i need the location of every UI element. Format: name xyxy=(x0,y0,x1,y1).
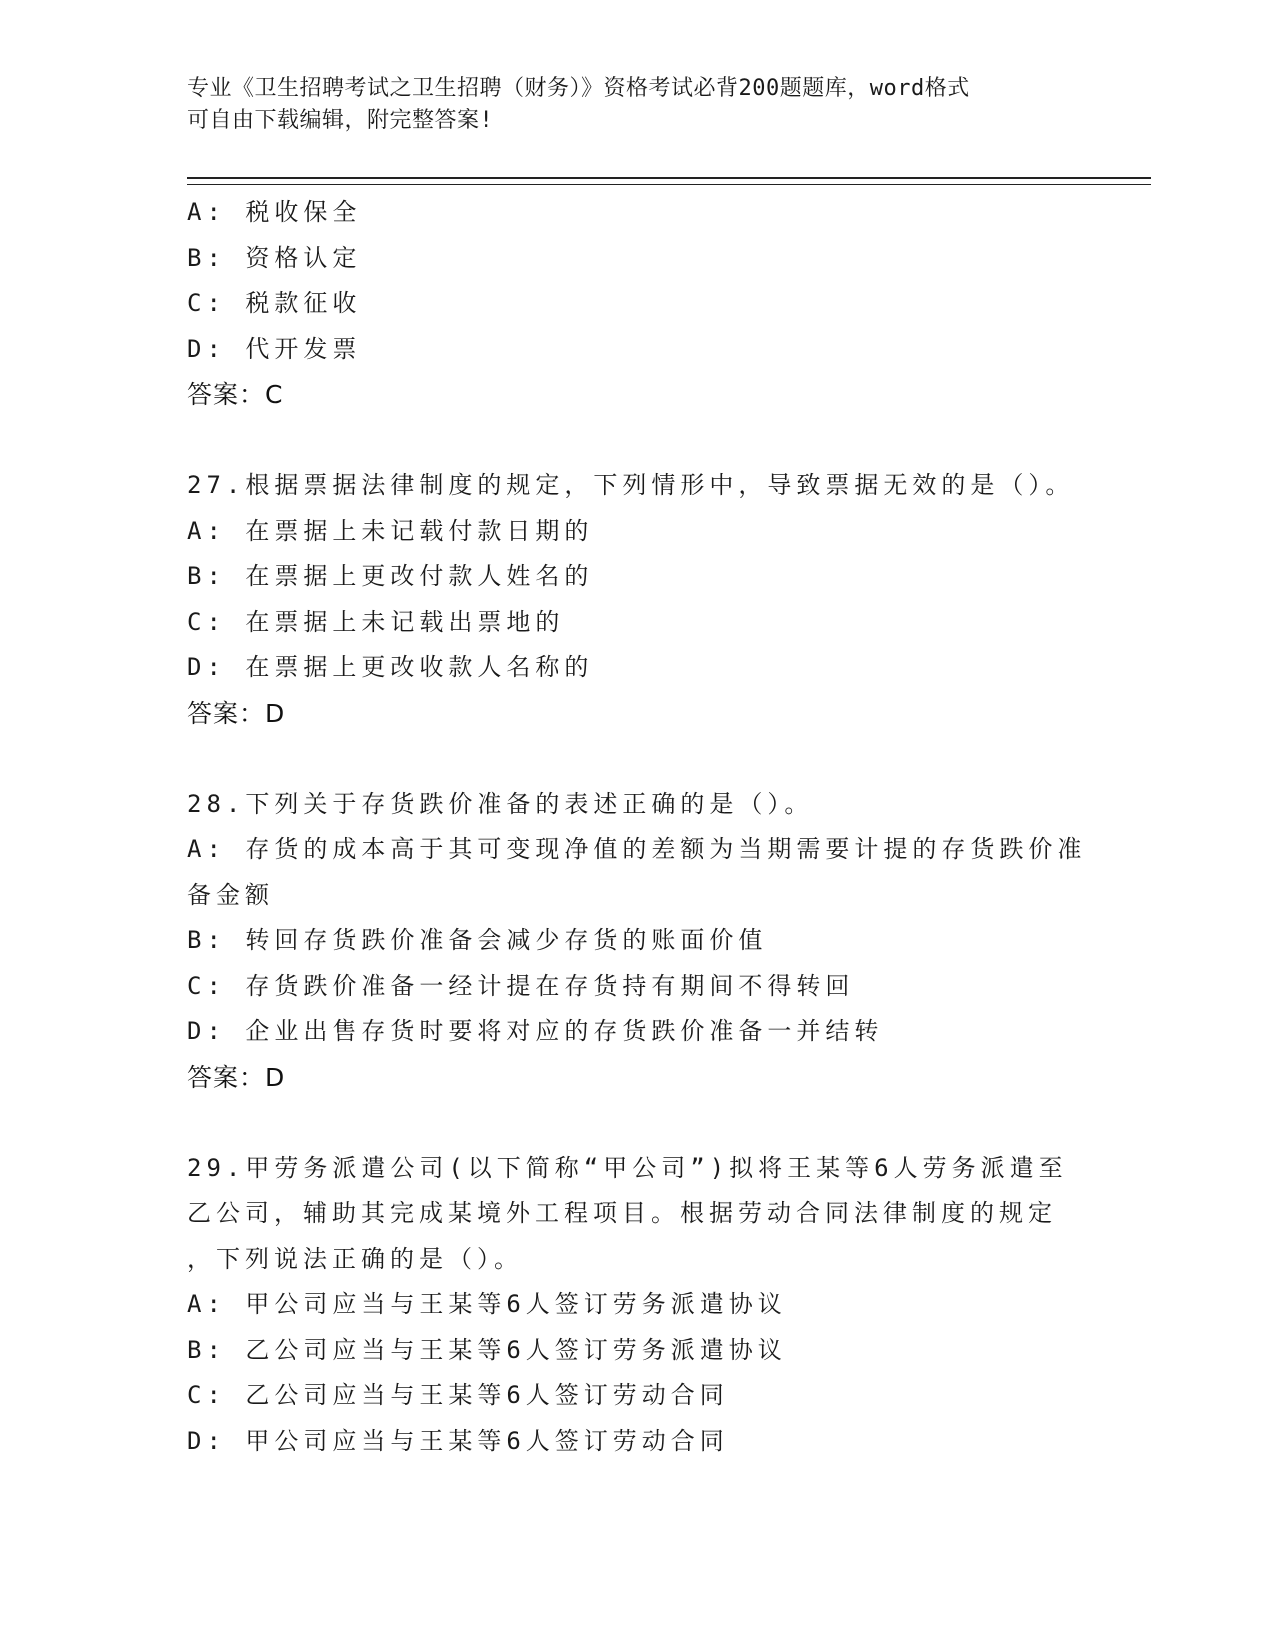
question-28 xyxy=(187,782,1087,1101)
spacer xyxy=(187,418,1087,464)
question-27 xyxy=(187,463,1087,736)
answer-text: 答案：D xyxy=(187,698,286,728)
option-a-continued: 备金额 xyxy=(187,880,274,909)
option-a: A: 税收保全 xyxy=(187,198,362,226)
header-line-1: 专业《卫生招聘考试之卫生招聘（财务）》资格考试必背200题题库，word格式 xyxy=(187,76,970,101)
question-stem: 29.甲劳务派遣公司(以下简称“甲公司”)拟将王某等6人劳务派遣至 xyxy=(187,1153,1068,1182)
option-a: A: 存货的成本高于其可变现净值的差额为当期需要计提的存货跌价准 xyxy=(187,835,1087,863)
question-26-continued xyxy=(187,190,1087,418)
document-header xyxy=(187,73,1067,137)
option-c: C: 税款征收 xyxy=(187,289,362,317)
option-b: B: 资格认定 xyxy=(187,243,362,272)
option-a: A: 甲公司应当与王某等6人签订劳务派遣协议 xyxy=(187,1290,787,1318)
option-b: B: 在票据上更改付款人姓名的 xyxy=(187,562,594,590)
option-b: B: 乙公司应当与王某等6人签订劳务派遣协议 xyxy=(187,1335,787,1364)
option-c: C: 乙公司应当与王某等6人签订劳动合同 xyxy=(187,1381,729,1409)
question-stem-continued: 乙公司，辅助其完成某境外工程项目。根据劳动合同法律制度的规定 xyxy=(187,1199,1057,1227)
option-d: D: 在票据上更改收款人名称的 xyxy=(187,653,594,681)
header-line-2: 可自由下载编辑，附完整答案! xyxy=(187,108,494,133)
answer-text: 答案：D xyxy=(187,1062,286,1092)
option-a: A: 在票据上未记载付款日期的 xyxy=(187,516,594,545)
spacer xyxy=(187,1100,1087,1146)
option-d: D: 代开发票 xyxy=(187,334,362,363)
answer-text: 答案：C xyxy=(187,380,284,409)
question-list xyxy=(187,190,1087,1464)
question-stem-continued: ，下列说法正确的是（）。 xyxy=(187,1244,523,1273)
question-stem: 28.下列关于存货跌价准备的表述正确的是（）。 xyxy=(187,789,814,818)
spacer xyxy=(187,736,1087,782)
header-divider xyxy=(187,177,1151,185)
option-c: C: 存货跌价准备一经计提在存货持有期间不得转回 xyxy=(187,971,855,1000)
question-29 xyxy=(187,1146,1087,1465)
question-stem: 27.根据票据法律制度的规定，下列情形中，导致票据无效的是（）。 xyxy=(187,471,1075,499)
option-d: D: 企业出售存货时要将对应的存货跌价准备一并结转 xyxy=(187,1017,884,1045)
option-d: D: 甲公司应当与王某等6人签订劳动合同 xyxy=(187,1426,729,1455)
option-c: C: 在票据上未记载出票地的 xyxy=(187,607,565,636)
option-b: B: 转回存货跌价准备会减少存货的账面价值 xyxy=(187,926,768,954)
